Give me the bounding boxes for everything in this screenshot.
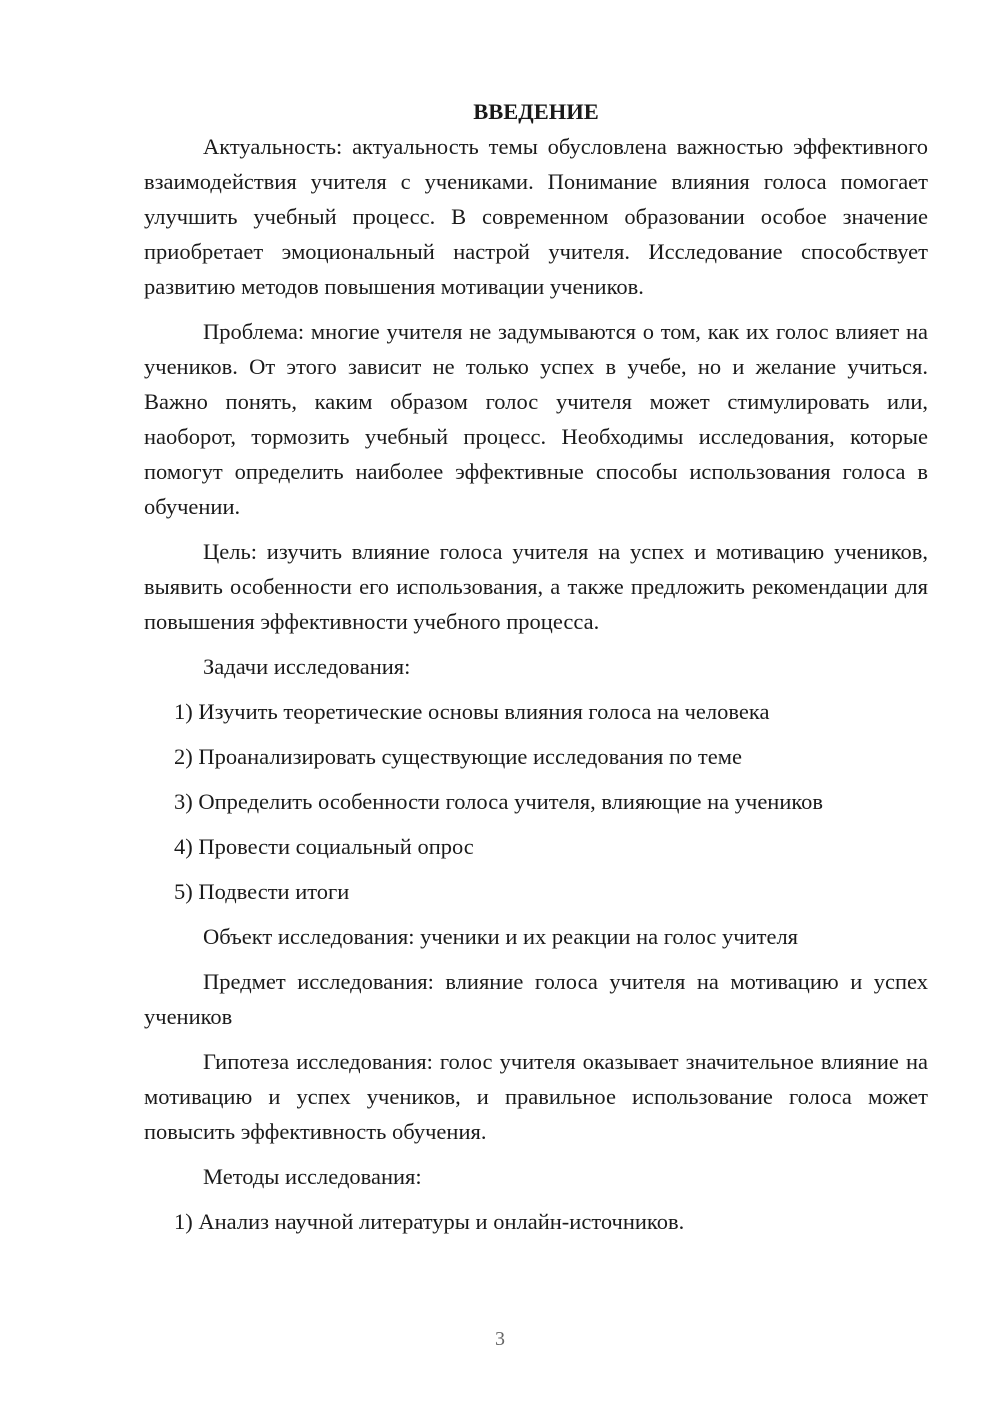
relevance-paragraph: Актуальность: актуальность темы обусловлена важностью эффективного взаимодействия учителя с учениками. Понимание влияния голоса помогает улучшить учебный процесс. В современном образовании особое значение приобретает эмоциональный настрой учителя. Исследование способствует развитию методов повышения мотивации учеников. bbox=[144, 134, 928, 299]
hypothesis-paragraph: Гипотеза исследования: голос учителя оказывает значительное влияние на мотивацию и успех учеников, и правильное использование голоса может повысить эффективность обучения. bbox=[144, 1049, 928, 1144]
page-title: ВВЕДЕНИЕ bbox=[473, 99, 599, 124]
object-paragraph: Объект исследования: ученики и их реакции на голос учителя bbox=[203, 924, 799, 949]
list-item: 1) Изучить теоретические основы влияния голоса на человека bbox=[174, 699, 770, 724]
list-item: 2) Проанализировать существующие исследования по теме bbox=[174, 744, 742, 769]
list-item: 4) Провести социальный опрос bbox=[174, 834, 474, 859]
page-number: 3 bbox=[495, 1328, 505, 1350]
list-item: 3) Определить особенности голоса учителя, влияющие на учеников bbox=[174, 789, 824, 814]
methods-list bbox=[144, 1204, 928, 1239]
subject-paragraph: Предмет исследования: влияние голоса учителя на мотивацию и успех учеников bbox=[144, 969, 928, 1029]
list-item: 1) Анализ научной литературы и онлайн-источников. bbox=[174, 1209, 685, 1234]
list-item: 5) Подвести итоги bbox=[174, 879, 350, 904]
problem-paragraph: Проблема: многие учителя не задумываются о том, как их голос влияет на учеников. От этого зависит не только успех в учебе, но и желание учиться. Важно понять, каким образом голос учителя может стимулировать или, наоборот, тормозить учебный процесс. Необходимы исследования, которые помогут определить наиболее эффективные способы использования голоса в обучении. bbox=[144, 319, 928, 519]
tasks-list bbox=[144, 694, 928, 909]
tasks-heading: Задачи исследования: bbox=[203, 654, 411, 679]
goal-paragraph: Цель: изучить влияние голоса учителя на успех и мотивацию учеников, выявить особенности его использования, а также предложить рекомендации для повышения эффективности учебного процесса. bbox=[144, 539, 928, 634]
document-page bbox=[144, 94, 928, 1249]
methods-heading: Методы исследования: bbox=[203, 1164, 422, 1189]
